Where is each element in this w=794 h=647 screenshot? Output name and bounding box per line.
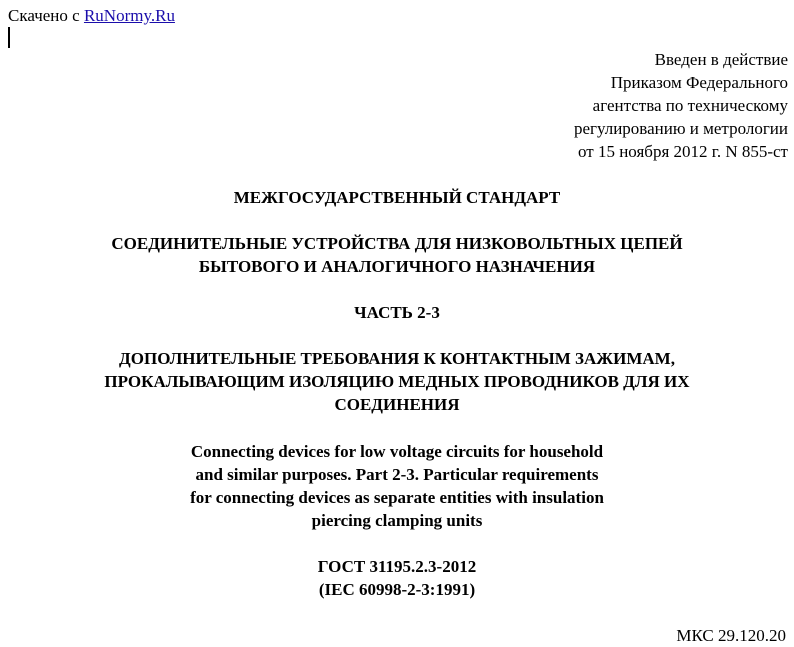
subtitle-ru-line: ПРОКАЛЫВАЮЩИМ ИЗОЛЯЦИЮ МЕДНЫХ ПРОВОДНИКОВ ДЛЯ ИХ <box>104 372 690 391</box>
title-russian <box>0 232 794 278</box>
iec-code: (IEC 60998-2-3:1991) <box>318 580 476 599</box>
source-link[interactable]: RuNormy.Ru <box>83 6 175 25</box>
intro-line: регулированию и метрологии <box>573 119 788 138</box>
intro-line: агентства по техническому <box>592 96 788 115</box>
source-prefix: Скачено с <box>8 6 84 25</box>
intro-line: от 15 ноября 2012 г. N 855-ст <box>578 142 788 161</box>
intro-line: Приказом Федерального <box>610 73 788 92</box>
gost-code: ГОСТ 31195.2.3-2012 <box>317 557 477 576</box>
gost-designation <box>0 555 794 601</box>
title-en-line: and similar purposes. Part 2-3. Particular requirements <box>195 465 599 484</box>
part-label <box>0 301 794 324</box>
introduction-note <box>574 48 788 163</box>
title-ru-line: БЫТОВОГО И АНАЛОГИЧНОГО НАЗНАЧЕНИЯ <box>198 257 596 276</box>
title-en-line: piercing clamping units <box>311 511 483 530</box>
standard-type-text: МЕЖГОСУДАРСТВЕННЫЙ СТАНДАРТ <box>233 188 561 207</box>
title-english <box>0 440 794 532</box>
text-cursor <box>8 27 10 48</box>
title-ru-line: СОЕДИНИТЕЛЬНЫЕ УСТРОЙСТВА ДЛЯ НИЗКОВОЛЬТНЫХ ЦЕПЕЙ <box>111 234 683 253</box>
part-label-text: ЧАСТЬ 2-3 <box>354 303 440 322</box>
mks-code: МКС 29.120.20 <box>676 626 786 645</box>
source-line <box>8 4 175 27</box>
intro-line: Введен в действие <box>654 50 788 69</box>
subtitle-ru-line: ДОПОЛНИТЕЛЬНЫЕ ТРЕБОВАНИЯ К КОНТАКТНЫМ ЗАЖИМАМ, <box>119 349 675 368</box>
standard-type-heading <box>0 186 794 209</box>
subtitle-russian <box>0 347 794 416</box>
title-en-line: for connecting devices as separate entities with insulation <box>190 488 604 507</box>
subtitle-ru-line: СОЕДИНЕНИЯ <box>334 395 460 414</box>
title-en-line: Connecting devices for low voltage circuits for household <box>190 442 604 461</box>
